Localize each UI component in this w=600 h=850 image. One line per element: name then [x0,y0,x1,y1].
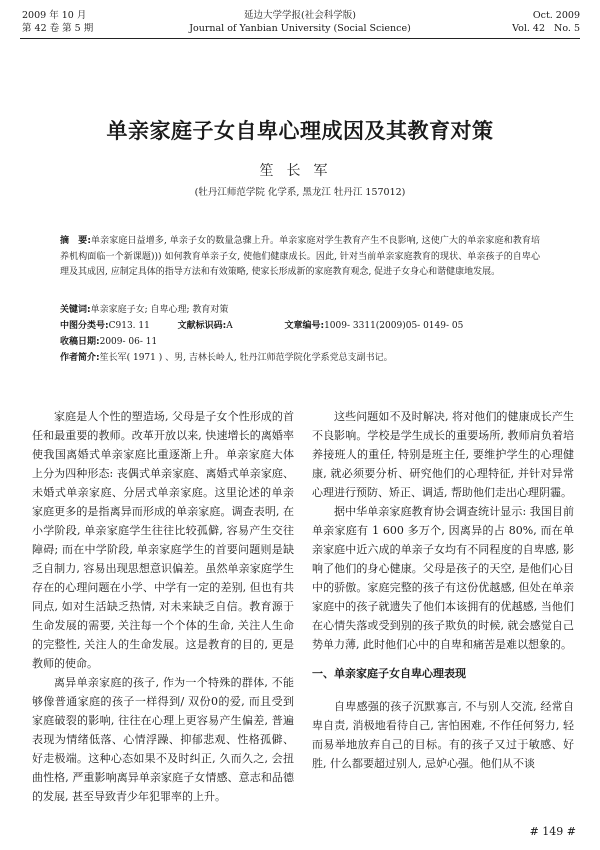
page-number: # 149 # [529,825,576,838]
author-bio [60,352,393,364]
author-affiliation: (牡丹江师范学院 化学系, 黑龙江 牡丹江 157012) [194,187,406,198]
header-center [0,9,600,35]
journal-date-en: Oct. 2009 [532,10,580,21]
keywords [60,304,228,316]
abstract-text: 单亲家庭日益增多, 单亲子女的数量急骤上升。单亲家庭对学生教育产生不良影响, 这使广大的单亲家庭和教育培养机构面临一个新课题))) 如何教育单亲子女, 使他们健康成长。因此, 针对当前单亲家庭教育的现状、单亲孩子的自卑心理及其成因, 应制定具体的指导方法和有效策略, 使家长形成新的家庭教育观念, 促进子女身心和谐健康地发展。 [60,236,540,278]
header-right [512,9,580,35]
paragraph: 这些问题如不及时解决, 将对他们的健康成长产生不良影响。学校是学生成长的重要场所, 教师肩负着培养接班人的重任, 特别是班主任, 要维护学生的心理健康, 就必须要分析、研究他们的心理特征, 并针对异常心理进行预防、矫正、调适, 帮助他们走出心理阴霾。 [312,410,574,499]
paragraph: 自卑感强的孩子沉默寡言, 不与别人交流, 经常自卑自责, 消极地看待自己, 害怕困难, 不作任何努力, 轻而易举地放弃自己的目标。有的孩子又过于敏感、好胜, 什么都要超过别人, 忌妒心强。他们从不谈 [312,700,574,770]
clc-label: 中图分类号: [60,321,109,331]
body-left-column [32,407,294,806]
journal-name-cn: 延边大学学报(社会科学版) [244,10,356,21]
keywords-text: 单亲家庭子女; 自卑心理; 教育对策 [90,305,229,315]
journal-name-en: Journal of Yanbian University (Social Science) [189,23,411,34]
clc-value: C913. 11 [108,321,150,331]
paragraph: 家庭是人个性的塑造场, 父母是子女个性形成的首任和最重要的教师。改革开放以来, 快速增长的离婚率使我国离婚式单亲家庭比重逐渐上升。单亲家庭大体上分为四种形态: 丧偶式单亲家庭、离婚式单亲家庭、未婚式单亲家庭、分居式单亲家庭。这里论述的单亲家庭更多的是指离异而形成的单亲家庭。调查表明, 在小学阶段, 单亲家庭学生往往比较孤僻, 容易产生交往障碍; 而在中学阶段, 单亲家庭学生的首要问题则是缺乏自制力, 容易出现思想意识偏差。虽然单亲家庭学生存在的心理问题在小学、中学有一定的差别, 但也有共同点, 如对生活缺乏热情, 对未来缺乏自信。教育源于生命发展的需要, 关注每一个个体的生命, 关注人生命的完整性, 关注人的生命发展。这是教育的目的, 更是教师的使命。 [32,410,294,670]
article-number-label: 文章编号: [284,321,325,331]
section-heading: 一、单亲家庭子女自卑心理表现 [312,667,466,680]
author-bio-text: 笙长军( 1971 ) 、男, 吉林长岭人, 牡丹江师范学院化学系党总支副书记。 [99,353,393,363]
keywords-label: 关键词: [60,305,91,315]
paragraph: 离异单亲家庭的孩子, 作为一个特殊的群体, 不能够像普通家庭的孩子一样得到/ 双份0的爱, 而且受到家庭破裂的影响, 往往在心理上更容易产生偏差, 普遍表现为情绪低落、心情浮躁、抑郁悲观、性格孤僻、好走极端。这种心态如果不及时纠正, 久而久之, 会扭曲性格, 严重影响离异单亲家庭子女情感、意志和品德的发展, 甚至导致青少年犯罪率的上升。 [32,676,294,803]
journal-date: 2009 年 10 月 [22,10,87,21]
journal-volume-en: Vol. 42 No. 5 [512,23,580,34]
received-label: 收稿日期: [60,337,100,347]
abstract [60,234,540,281]
article-number-value: 1009- 3311(2009)05- 0149- 05 [324,321,464,331]
doc-code-label: 文献标识码: [177,321,227,331]
body-right-column [312,407,574,773]
received-date [60,336,157,348]
author-name: 笙长军 [259,163,341,179]
classification-line [60,320,463,332]
doc-code-value: A [226,321,233,331]
paragraph: 据中华单亲家庭教育协会调查统计显示: 我国目前单亲家庭有 1 600 多万个, 因离异的占 80%, 而在单亲家庭中近六成的单亲子女均有不同程度的自卑感, 影响了他们的身心健康。父母是孩子的天空, 是他们心目中的骄傲。家庭完整的孩子有这份优越感, 但处在单亲家庭中的孩子就遗失了他们本该拥有的优越感, 当他们在心情失落或受到别的孩子欺负的时候, 就会感觉自己势单力薄, 此时他们心中的自卑和痛苦是难以想象的。 [312,505,574,651]
header-divider [20,38,580,39]
journal-volume-issue: 第 42 卷 第 5 期 [22,23,94,34]
abstract-label: 摘 要: [60,236,91,246]
paper-title: 单亲家庭子女自卑心理成因及其教育对策 [106,119,494,143]
author-bio-label: 作者简介: [60,353,100,363]
received-text: 2009- 06- 11 [99,337,158,347]
